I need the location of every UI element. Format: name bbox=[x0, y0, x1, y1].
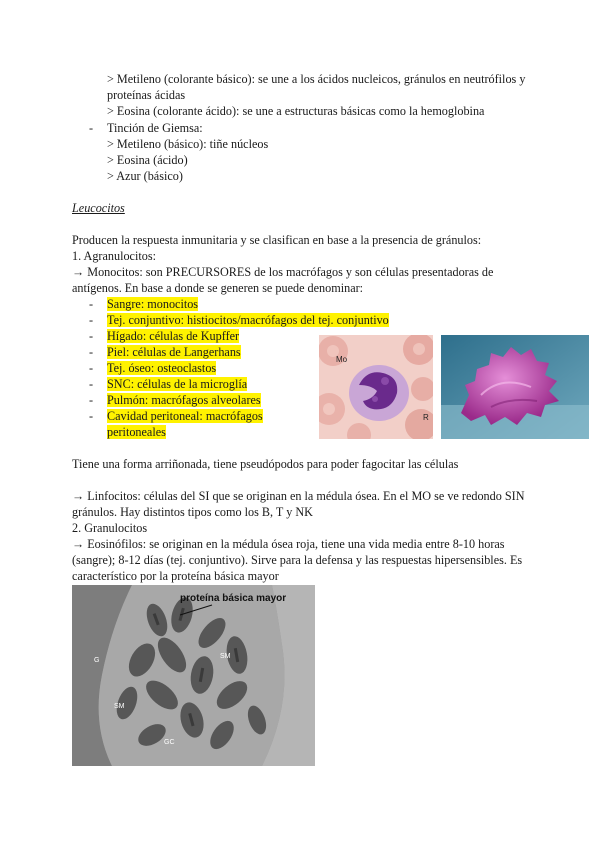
location-item: Piel: células de Langerhans bbox=[107, 345, 241, 359]
linfocitos-text-cont: gránulos. Hay distintos tipos como los B, T y NK bbox=[72, 505, 313, 519]
giemsa-item: > Azur (básico) bbox=[107, 169, 183, 183]
monocitos-text: → Monocitos: son PRECURSORES de los macrófagos y son células presentadoras de bbox=[72, 265, 494, 279]
location-item: Sangre: monocitos bbox=[107, 297, 199, 311]
em-label: proteína básica mayor bbox=[180, 593, 287, 604]
giemsa-title: Tinción de Giemsa: bbox=[107, 121, 203, 135]
metileno-line: > Metileno (colorante básico): se une a los ácidos nucleicos, gránulos en neutrófilos y bbox=[107, 72, 526, 86]
bullet-dash: - bbox=[89, 361, 94, 375]
em-small-label: GC bbox=[164, 739, 175, 746]
forma-text: Tiene una forma arriñonada, tiene pseudópodos para poder fagocitar las células bbox=[72, 457, 459, 471]
metileno-line-cont: proteínas ácidas bbox=[107, 88, 186, 102]
eosinophil-electron-micrograph bbox=[72, 585, 315, 766]
monocyte-micrograph bbox=[319, 335, 433, 439]
location-item: Tej. conjuntivo: histiocitos/macrófagos del tej. conjuntivo bbox=[107, 313, 389, 327]
eosinofilos-text-cont: característico por la proteína básica mayor bbox=[72, 569, 279, 583]
bullet-dash: - bbox=[89, 377, 94, 391]
location-item: Hígado: células de Kupffer bbox=[107, 329, 240, 343]
bullet-dash: - bbox=[89, 121, 94, 135]
location-item: Tej. óseo: osteoclastos bbox=[107, 361, 217, 375]
agranulocitos-title: 1. Agranulocitos: bbox=[72, 249, 156, 263]
location-item: Cavidad peritoneal: macrófagos bbox=[107, 409, 263, 423]
granulocitos-title: 2. Granulocitos bbox=[72, 521, 148, 535]
location-item-cont: peritoneales bbox=[107, 425, 166, 439]
bullet-dash: - bbox=[89, 345, 94, 359]
location-item: SNC: células de la microglía bbox=[107, 377, 248, 391]
location-item: Pulmón: macrófagos alveolares bbox=[107, 393, 261, 407]
eosinofilos-text: → Eosinófilos: se originan en la médula ósea roja, tiene una vida media entre 8-10 horas bbox=[72, 537, 505, 551]
eosina-line: > Eosina (colorante ácido): se une a estructuras básicas como la hemoglobina bbox=[107, 104, 485, 118]
bullet-dash: - bbox=[89, 329, 94, 343]
eosinofilos-text-cont: (sangre); 8-12 días (tej. conjuntivo). Sirve para la defensa y las respuestas hipersensibles. Es bbox=[72, 553, 523, 567]
intro-text: Producen la respuesta inmunitaria y se clasifican en base a la presencia de gránulos: bbox=[72, 233, 482, 247]
linfocitos-text: → Linfocitos: células del SI que se originan en la médula ósea. En el MO se ve redondo SIN bbox=[72, 489, 525, 503]
bullet-dash: - bbox=[89, 297, 94, 311]
r-label: R bbox=[423, 413, 429, 422]
monocitos-text-cont: antígenos. En base a donde se generen se puede denominar: bbox=[72, 281, 364, 295]
bullet-dash: - bbox=[89, 393, 94, 407]
bullet-dash: - bbox=[89, 409, 94, 423]
mo-label: Mo bbox=[336, 355, 348, 364]
giemsa-item: > Metileno (básico): tiñe núcleos bbox=[107, 137, 269, 151]
section-heading: Leucocitos bbox=[72, 201, 125, 215]
giemsa-item: > Eosina (ácido) bbox=[107, 153, 188, 167]
bullet-dash: - bbox=[89, 313, 94, 327]
em-small-label: SM bbox=[114, 703, 125, 710]
macrophage-sem-image bbox=[441, 335, 589, 439]
em-small-label: G bbox=[94, 657, 100, 664]
em-small-label: SM bbox=[220, 653, 231, 660]
